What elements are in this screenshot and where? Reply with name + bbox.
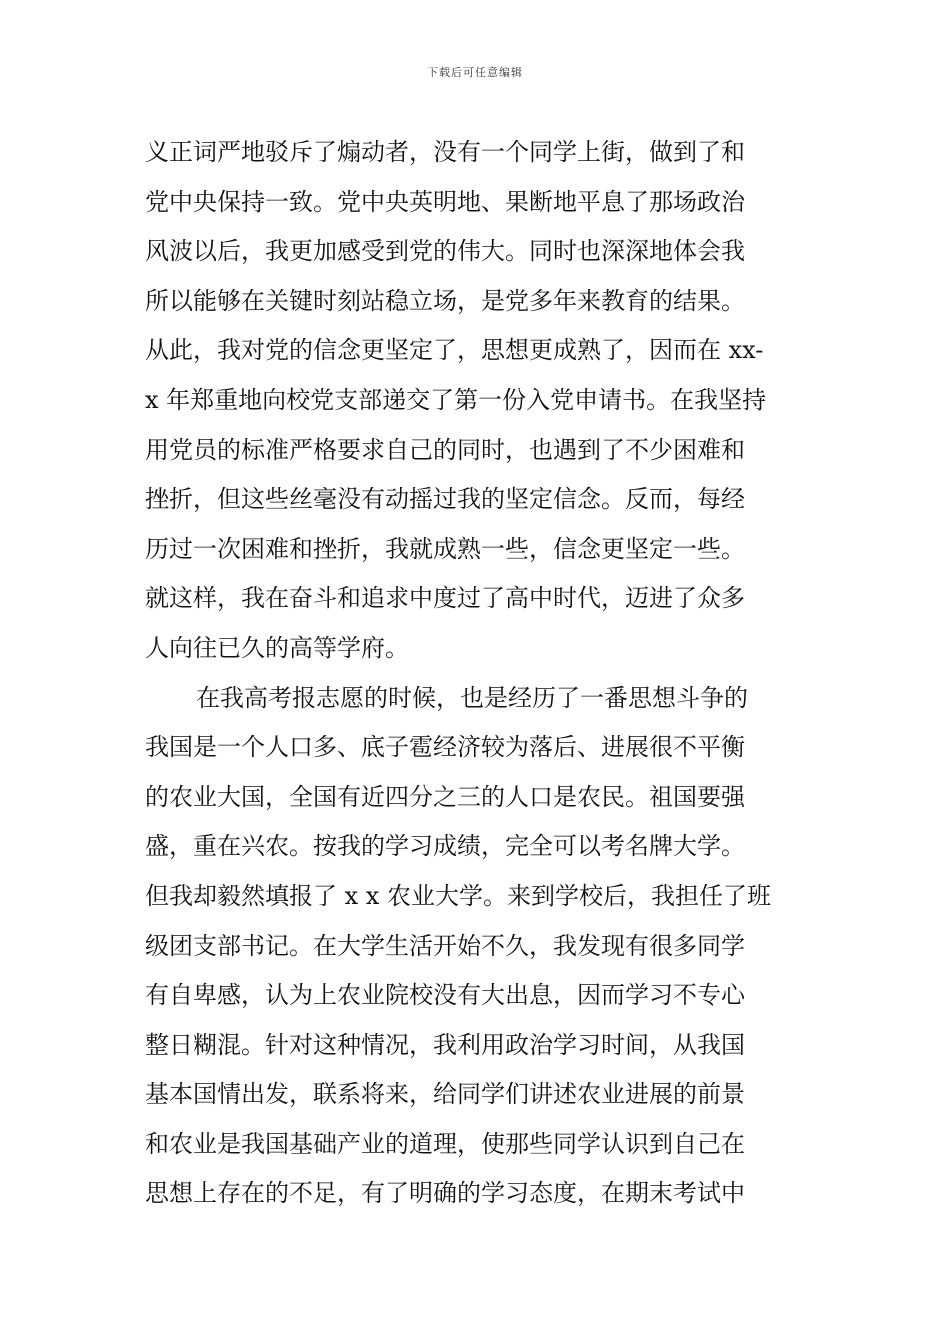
text-line: 整日糊混。针对这种情况，我利用政治学习时间，从我国 — [145, 1030, 745, 1059]
text-line: 从此，我对党的信念更坚定了，思想更成熟了，因而在 xx- — [145, 336, 764, 365]
page-header: 下载后可任意编辑 — [427, 66, 523, 79]
paragraph-start-line: 在我高考报志愿的时候，也是经历了一番思想斗争的 — [196, 683, 748, 712]
text-line: 用党员的标准严格要求自己的同时，也遇到了不少困难和 — [145, 435, 745, 464]
document-body — [145, 128, 809, 1219]
text-line: 但我却毅然填报了 x x 农业大学。来到学校后，我担任了班 — [145, 881, 771, 910]
text-line: 基本国情出发，联系将来，给同学们讲述农业进展的前景 — [145, 1080, 745, 1109]
text-line: 我国是一个人口多、底子雹经济较为落后、进展很不平衡 — [145, 733, 745, 762]
text-line: 有自卑感，认为上农业院校没有大出息，因而学习不专心 — [145, 981, 745, 1010]
text-line: 级团支部书记。在大学生活开始不久，我发现有很多同学 — [145, 931, 745, 960]
text-line: 就这样，我在奋斗和追求中度过了高中时代，迈进了众多 — [145, 584, 745, 613]
text-line: 的农业大国，全国有近四分之三的人口是农民。祖国要强 — [145, 782, 745, 811]
text-line: 思想上存在的不足，有了明确的学习态度，在期末考试中 — [145, 1179, 745, 1208]
text-line: 党中央保持一致。党中央英明地、果断地平息了那场政治 — [145, 187, 745, 216]
text-line: 挫折，但这些丝毫没有动摇过我的坚定信念。反而，每经 — [145, 485, 745, 514]
text-line: 人向往已久的高等学府。 — [145, 633, 409, 662]
text-line: x 年郑重地向校党支部递交了第一份入党申请书。在我坚持 — [145, 385, 767, 414]
text-line: 盛，重在兴农。按我的学习成绩，完全可以考名牌大学。 — [145, 832, 745, 861]
text-line: 和农业是我国基础产业的道理，使那些同学认识到自己在 — [145, 1129, 745, 1158]
text-line: 义正词严地驳斥了煽动者，没有一个同学上街，做到了和 — [145, 138, 745, 166]
text-line: 风波以后，我更加感受到党的伟大。同时也深深地体会我 — [145, 237, 745, 266]
text-line: 历过一次困难和挫折，我就成熟一些，信念更坚定一些。 — [145, 534, 745, 563]
text-line: 所以能够在关键时刻站稳立场，是党多年来教育的结果。 — [145, 286, 745, 315]
